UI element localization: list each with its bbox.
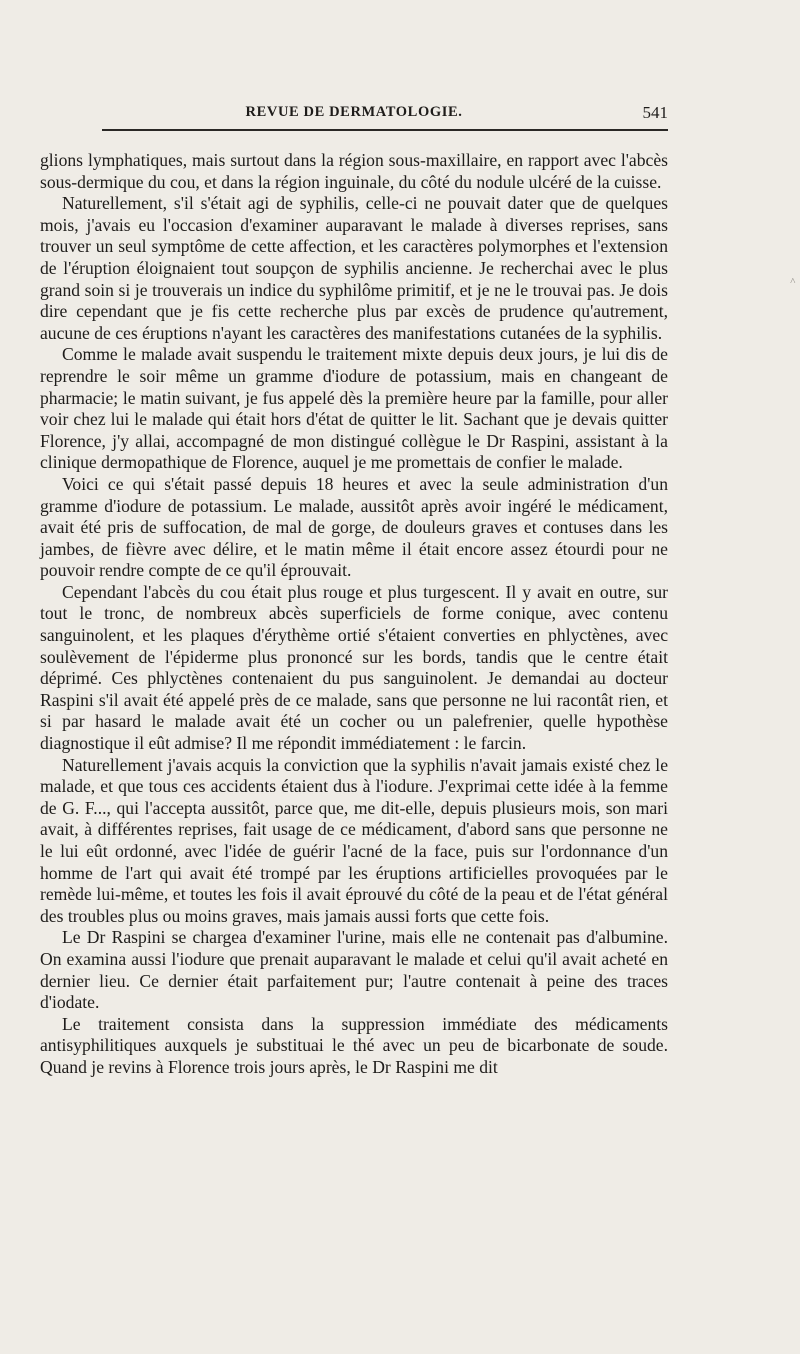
paragraph-8: Le traitement consista dans la suppression immédiate des médicaments antisyphilitiques auxquels je substituai le thé avec un peu de bicarbonate de soude. Quand je revins à Florence trois jours après, le Dr Raspini me dit [40,1013,668,1077]
paragraph-6: Naturellement j'avais acquis la conviction que la syphilis n'avait jamais existé chez le malade, et que tous ces accidents étaient dus à l'iodure. J'exprimai cette idée à la femme de G. F..., qui l'accepta aussitôt, parce que, me dit-elle, depuis plusieurs mois, son mari avait, à différentes reprises, fait usage de ce médicament, d'abord sans que personne ne le lui eût ordonné, avec l'idée de guérir l'acné de la face, puis sur l'ordonnance d'un homme de l'art qui avait été trompé par les éruptions artificielles provoquées par le remède lui-même, et toutes les fois il avait éprouvé du côté de la peau et de l'état général des troubles plus ou moins graves, mais jamais aussi forts que cette fois. [40,754,668,926]
paragraph-7: Le Dr Raspini se chargea d'examiner l'urine, mais elle ne contenait pas d'albumine. On examina aussi l'iodure que prenait auparavant le malade et celui qu'il avait acheté en dernier lieu. Ce dernier était parfaitement pur; l'autre contenait à peine des traces d'iodate. [40,927,668,1013]
page-number: 541 [642,103,668,122]
paragraph-1: glions lymphatiques, mais surtout dans la région sous-maxillaire, en rapport avec l'abcès sous-dermique du cou, et dans la région inguinale, du côté du nodule ulcéré de la cuisse. [40,150,668,192]
running-header [40,104,668,124]
paragraph-3: Comme le malade avait suspendu le traitement mixte depuis deux jours, je lui dis de reprendre le soir même un gramme d'iodure de potassium, mais en changeant de pharmacie; le matin suivant, je fus appelé dès la première heure par la famille, pour aller voir chez lui le malade qui était hors d'état de quitter le lit. Sachant que je devais quitter Florence, j'y allai, accompagné de mon distingué collègue le Dr Raspini, assistant à la clinique dermopathique de Florence, auquel je me promettais de confier le malade. [40,344,668,473]
header-rule [102,129,668,131]
paragraph-4: Voici ce qui s'était passé depuis 18 heures et avec la seule administration d'un gramme d'iodure de potassium. Le malade, aussitôt après avoir ingéré le médicament, avait été pris de suffocation, de mal de gorge, de douleurs graves et contuses dans les jambes, de fièvre avec délire, et le matin même il était encore assez étourdi pour ne pouvoir rendre compte de ce qu'il éprouvait. [40,473,668,581]
paragraph-2: Naturellement, s'il s'était agi de syphilis, celle-ci ne pouvait dater que de quelques mois, j'avais eu l'occasion d'examiner auparavant le malade à diverses reprises, sans trouver un seul symptôme de cette affection, et les caractères polymorphes et l'extension de l'éruption éloignaient tout soupçon de syphilis ancienne. Je recherchai avec le plus grand soin si je trouverais un indice du syphilôme primitif, et je ne le trouvai pas. Je dois dire cependant que je fis cette recherche plus par excès de prudence qu'autrement, aucune de ces éruptions n'ayant les caractères des manifestations cutanées de la syphilis. [40,193,668,343]
journal-title: REVUE DE DERMATOLOGIE. [245,104,463,120]
margin-mark: ˄ [790,276,796,287]
body-text [40,150,668,1079]
paragraph-5: Cependant l'abcès du cou était plus rouge et plus turgescent. Il y avait en outre, sur tout le tronc, de nombreux abcès superficiels de forme conique, avec contenu sanguinolent, et les plaques d'érythème ortié s'étaient converties en phlyctènes, avec soulèvement de l'épiderme plus prononcé sur les bords, tandis que le centre était déprimé. Ces phlyctènes contenaient du pus sanguinolent. Je demandai au docteur Raspini s'il avait été appelé près de ce malade, sans que personne ne lui racontât rien, et si par hasard le malade avait été un cocher ou un palefrenier, quelle hypothèse diagnostique il eût admise? Il me répondit immédiatement : le farcin. [40,581,668,754]
